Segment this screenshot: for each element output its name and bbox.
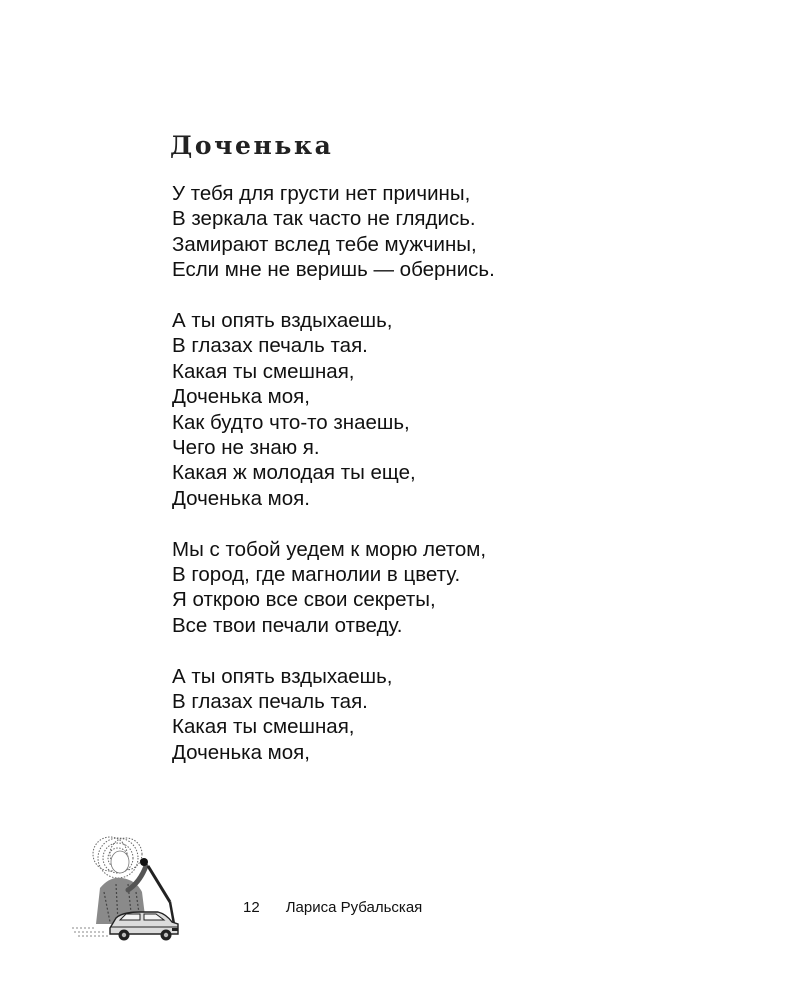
page-number: 12 (243, 899, 260, 916)
microphone-icon (140, 858, 148, 866)
poem-line: У тебя для грусти нет причины, (172, 182, 471, 205)
stanza (172, 664, 495, 766)
poem-line: Все твои печали отведу. (172, 613, 403, 637)
poem-line: Чего не знаю я. (172, 436, 320, 460)
author-name: Лариса Рубальская (285, 899, 423, 916)
poem-line: В город, где магнолии в цвету. (172, 563, 461, 587)
poem-line: Доченька моя, (172, 740, 310, 764)
poem-line: Мы с тобой уедем к морю летом, (172, 537, 487, 561)
face-icon (111, 851, 129, 873)
stanza (172, 181, 495, 283)
poem-line: Доченька моя. (172, 486, 310, 510)
poem-line: В зеркала так часто не глядись. (172, 207, 476, 231)
poem-line: Я открою все свои секреты, (172, 588, 436, 612)
poem-line: Как будто что-то знаешь, (172, 410, 410, 434)
poem-line: Доченька моя, (172, 385, 310, 409)
poem-line: Какая ты смешная, (172, 715, 355, 739)
poem-title: Доченька (170, 131, 334, 160)
singer-car-illustration (70, 832, 180, 944)
poem-line: Если мне не веришь — обернись. (172, 258, 495, 282)
poem-line: В глазах печаль тая. (172, 690, 368, 714)
stanza (172, 537, 495, 639)
car-icon (110, 912, 178, 941)
microphone-stand-icon (148, 866, 170, 902)
poem-line: В глазах печаль тая. (172, 334, 368, 358)
poem-body (172, 181, 495, 791)
poem-line: Какая ж молодая ты еще, (172, 461, 416, 485)
poem-line: А ты опять вздыхаешь, (172, 664, 393, 688)
page-footer (243, 898, 422, 918)
poem-line: Какая ты смешная, (172, 359, 355, 383)
poem-line: А ты опять вздыхаешь, (172, 309, 393, 333)
stanza (172, 308, 495, 511)
poem-line: Замирают вслед тебе мужчины, (172, 232, 477, 256)
